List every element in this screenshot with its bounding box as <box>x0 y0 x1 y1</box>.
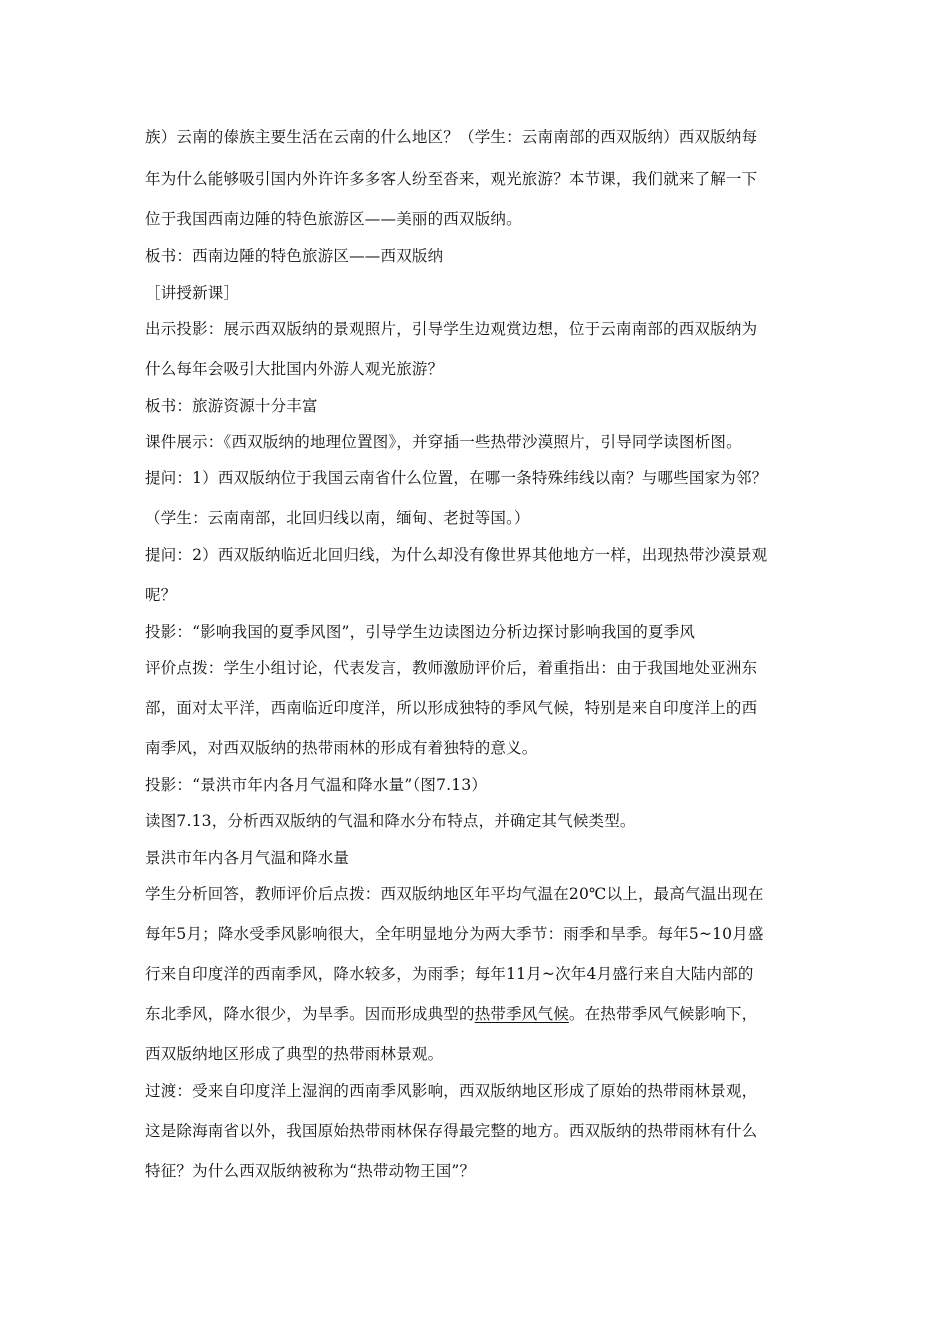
figure-caption: 景洪市年内各月气温和降水量 <box>145 849 350 867</box>
text-line: 评价点拨：学生小组讨论，代表发言，教师激励评价后，着重指出：由于我国地处亚洲东 <box>145 659 758 677</box>
underlined-term: 热带季风气候 <box>474 1005 569 1023</box>
text-line: 投影：“影响我国的夏季风图”，引导学生边读图边分析边探讨影响我国的夏季风 <box>145 623 696 641</box>
text-line: 什么每年会吸引大批国内外游人观光旅游？ <box>145 360 444 378</box>
text-line: 族）云南的傣族主要生活在云南的什么地区？（学生：云南南部的西双版纳）西双版纳每 <box>145 128 758 146</box>
text-line: 读图7.13，分析西双版纳的气温和降水分布特点，并确定其气候类型。 <box>145 812 636 830</box>
text-line: 提问：1）西双版纳位于我国云南省什么位置，在哪一条特殊纬线以南？与哪些国家为邻？ <box>145 469 768 487</box>
text-line: 呢？ <box>145 586 177 604</box>
text-line: （学生：云南南部，北回归线以南，缅甸、老挝等国。） <box>145 509 530 527</box>
text-segment: 。在热带季风气候影响下， <box>568 1005 758 1023</box>
text-line: 板书：西南边陲的特色旅游区——西双版纳 <box>145 247 444 265</box>
text-line: 特征？为什么西双版纳被称为“热带动物王国”？ <box>145 1162 476 1180</box>
section-heading: ［讲授新课］ <box>145 284 240 302</box>
text-line: 位于我国西南边陲的特色旅游区——美丽的西双版纳。 <box>145 210 522 228</box>
text-line: 行来自印度洋的西南季风，降水较多，为雨季；每年11月~次年4月盛行来自大陆内部的 <box>145 965 754 983</box>
text-line: 南季风，对西双版纳的热带雨林的形成有着独特的意义。 <box>145 739 538 757</box>
text-line <box>145 1004 757 1024</box>
text-line: 每年5月；降水受季风影响很大，全年明显地分为两大季节：雨季和旱季。每年5~10月盛 <box>145 925 764 943</box>
text-line: 部，面对太平洋，西南临近印度洋，所以形成独特的季风气候，特别是来自印度洋上的西 <box>145 699 758 717</box>
text-line: 投影：“景洪市年内各月气温和降水量”（图7.13） <box>145 776 488 794</box>
text-line: 板书：旅游资源十分丰富 <box>145 397 318 415</box>
text-line: 学生分析回答，教师评价后点拨：西双版纳地区年平均气温在20℃以上，最高气温出现在 <box>145 885 764 903</box>
text-line: 这是除海南省以外，我国原始热带雨林保存得最完整的地方。西双版纳的热带雨林有什么 <box>145 1122 758 1140</box>
text-segment: 东北季风，降水很少，为旱季。因而形成典型的 <box>145 1005 475 1023</box>
text-line: 课件展示：《西双版纳的地理位置图》，并穿插一些热带沙漠照片，引导同学读图析图。 <box>145 433 742 451</box>
text-line: 西双版纳地区形成了典型的热带雨林景观。 <box>145 1045 444 1063</box>
text-line: 提问：2）西双版纳临近北回归线，为什么却没有像世界其他地方一样，出现热带沙漠景观 <box>145 546 768 564</box>
text-line: 过渡：受来自印度洋上湿润的西南季风影响，西双版纳地区形成了原始的热带雨林景观， <box>145 1082 758 1100</box>
text-line: 年为什么能够吸引国内外许许多多客人纷至沓来，观光旅游？本节课，我们就来了解一下 <box>145 170 758 188</box>
text-line: 出示投影：展示西双版纳的景观照片，引导学生边观赏边想，位于云南南部的西双版纳为 <box>145 320 758 338</box>
